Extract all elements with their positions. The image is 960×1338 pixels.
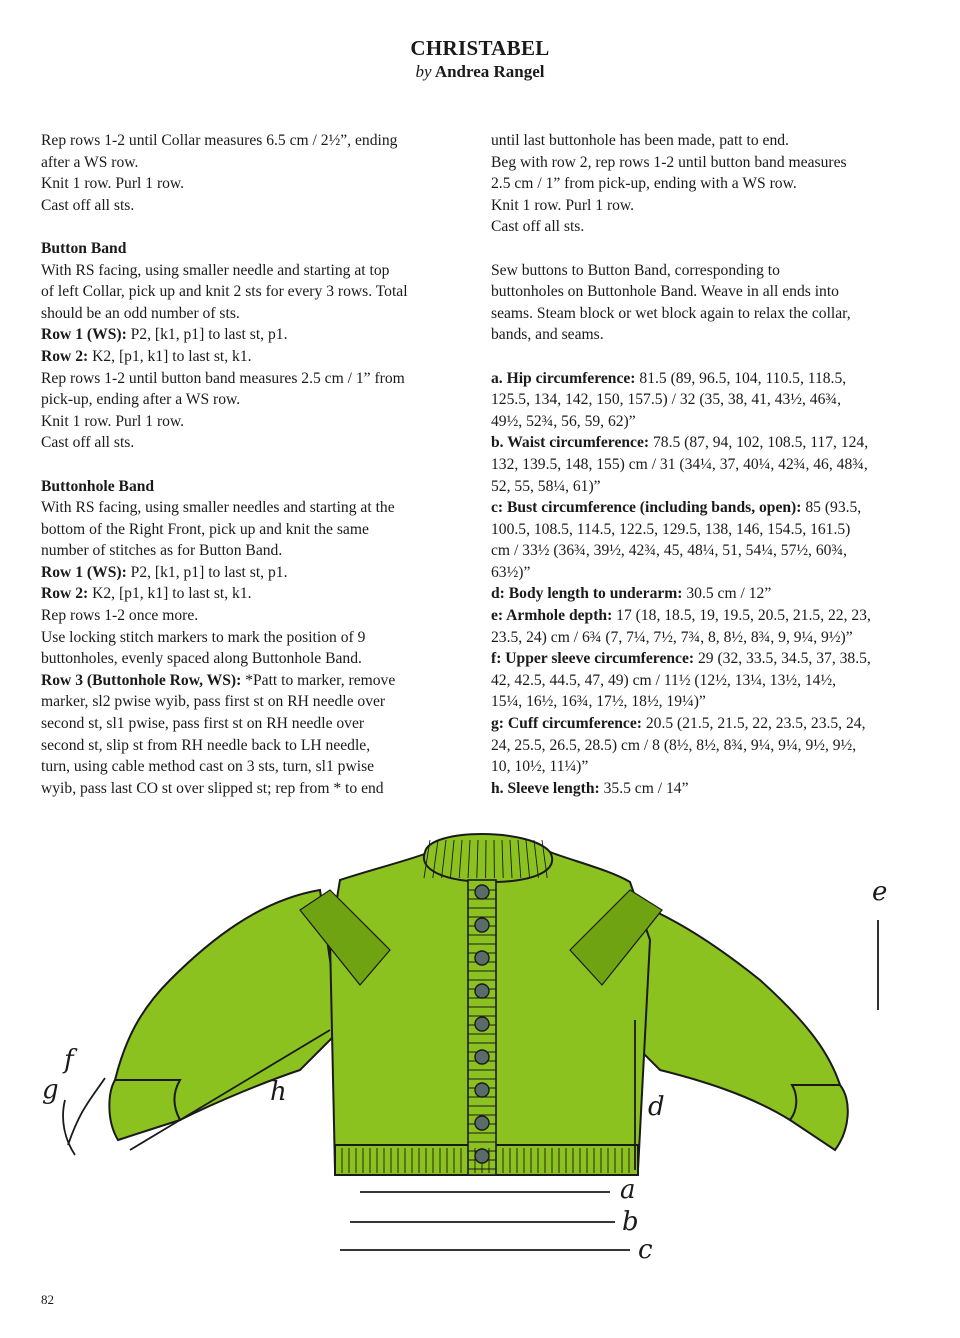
text-line: second st, slip st from RH needle back to LH needle, — [41, 736, 371, 754]
measurements-list — [491, 368, 921, 800]
text-line: number of stitches as for Button Band. — [41, 542, 283, 560]
button — [475, 1050, 489, 1064]
measurement-text: 132, 139.5, 148, 155) cm / 31 (34¼, 37, 40¼, 42¾, 46, 48¾, — [491, 455, 868, 473]
measurement-label: a. Hip circumference: — [491, 369, 636, 387]
text-line: bottom of the Right Front, pick up and knit the same — [41, 520, 369, 538]
text-line: Rep rows 1-2 once more. — [41, 607, 199, 625]
text-line: after a WS row. — [41, 153, 139, 171]
row-text: P2, [k1, p1] to last st, p1. — [126, 563, 288, 581]
measurement-line — [491, 605, 921, 627]
text-line: turn, using cable method cast on 3 sts, turn, sl1 pwise — [41, 758, 375, 776]
label-b: b — [622, 1207, 639, 1237]
measurement-line — [491, 627, 921, 649]
measurement-text: 30.5 cm / 12” — [682, 585, 772, 603]
label-f: f — [64, 1045, 74, 1075]
measurement-line — [491, 756, 921, 778]
buttons — [475, 885, 489, 1163]
measurement-line — [491, 713, 921, 735]
arrow-g — [63, 1100, 75, 1155]
measurement-text: 29 (32, 33.5, 34.5, 37, 38.5, — [694, 650, 871, 668]
text-line: Use locking stitch markers to mark the position of 9 — [41, 628, 366, 646]
measurement-text: 85 (93.5, — [801, 499, 862, 517]
measurement-text: 23.5, 24) cm / 6¾ (7, 7¼, 7½, 7¾, 8, 8½, 8¾, 9, 9¼, 9½)” — [491, 628, 853, 646]
button — [475, 1083, 489, 1097]
text-line: of left Collar, pick up and knit 2 sts for every 3 rows. Total — [41, 283, 408, 301]
measurement-text: 35.5 cm / 14” — [599, 779, 689, 797]
measurement-text: 63½)” — [491, 563, 531, 581]
section-heading-button-band: Button Band — [41, 239, 127, 257]
page-number: 82 — [41, 1292, 54, 1307]
measurement-text: 24, 25.5, 26.5, 28.5) cm / 8 (8½, 8½, 8¾, 9¼, 9¼, 9½, 9½, — [491, 736, 857, 754]
row-instruction — [41, 670, 461, 692]
measurement-text: 81.5 (89, 96.5, 104, 110.5, 118.5, — [635, 369, 847, 387]
text-line: Cast off all sts. — [41, 434, 135, 452]
row-text: *Patt to marker, remove — [241, 671, 396, 689]
measurement-line — [491, 540, 921, 562]
button — [475, 885, 489, 899]
author-name: Andrea Rangel — [434, 62, 545, 81]
measurement-text: 78.5 (87, 94, 102, 108.5, 117, 124, — [649, 434, 869, 452]
measurement-text: 49½, 52¾, 56, 59, 62)” — [491, 412, 636, 430]
row-label: Row 2: — [41, 585, 89, 603]
text-line: With RS facing, using smaller needle and starting at top — [41, 261, 390, 279]
measurement-text: 10, 10½, 11¼)” — [491, 758, 589, 776]
measurement-label: d: Body length to underarm: — [491, 585, 683, 603]
row-instruction — [41, 562, 461, 584]
label-g: g — [42, 1075, 59, 1105]
measurement-line — [491, 411, 921, 433]
button — [475, 951, 489, 965]
button — [475, 1149, 489, 1163]
measurement-label: f: Upper sleeve circumference: — [491, 650, 695, 668]
pattern-title: CHRISTABEL — [410, 36, 550, 60]
text-line: Cast off all sts. — [491, 218, 585, 236]
measurement-line — [491, 476, 921, 498]
left-cuff — [109, 1080, 180, 1140]
text-line: Cast off all sts. — [41, 196, 135, 214]
text-line: second st, sl1 pwise, pass first st on RH needle over — [41, 715, 365, 733]
text-line: buttonholes, evenly spaced along Buttonhole Band. — [41, 650, 362, 668]
left-column — [41, 130, 461, 799]
text-line: buttonholes on Buttonhole Band. Weave in all ends into — [491, 283, 839, 301]
text-line: bands, and seams. — [491, 326, 604, 344]
row-label: Row 1 (WS): — [41, 326, 127, 344]
row-text: K2, [p1, k1] to last st, k1. — [88, 347, 252, 365]
cardigan-illustration — [109, 834, 847, 1175]
measurement-line — [491, 648, 921, 670]
measurement-line — [491, 497, 921, 519]
label-h: h — [270, 1077, 287, 1107]
measurement-line — [491, 454, 921, 476]
measurement-line — [491, 778, 921, 800]
measurement-label: g: Cuff circumference: — [491, 715, 642, 733]
label-a: a — [620, 1175, 636, 1205]
measurement-label: c: Bust circumference (including bands, open): — [491, 499, 802, 517]
measurement-label: b. Waist circumference: — [491, 434, 650, 452]
measurement-text: 100.5, 108.5, 114.5, 122.5, 129.5, 138, 146, 154.5, 161.5) — [491, 520, 851, 538]
measurement-line — [491, 519, 921, 541]
label-c: c — [638, 1235, 653, 1265]
right-cuff — [790, 1085, 848, 1150]
measurement-label: e: Armhole depth: — [491, 607, 613, 625]
text-line: Beg with row 2, rep rows 1-2 until button band measures — [491, 153, 847, 171]
text-line: should be an odd number of sts. — [41, 304, 240, 322]
measurement-line — [491, 670, 921, 692]
row-instruction — [41, 346, 461, 368]
measurement-text: 125.5, 134, 142, 150, 157.5) / 32 (35, 38, 41, 43½, 46¾, — [491, 391, 841, 409]
text-line: Sew buttons to Button Band, corresponding to — [491, 261, 780, 279]
button — [475, 1017, 489, 1031]
button — [475, 984, 489, 998]
row-instruction — [41, 583, 461, 605]
measurement-text: 20.5 (21.5, 21.5, 22, 23.5, 23.5, 24, — [641, 715, 866, 733]
measurement-text: 52, 55, 58¼, 61)” — [491, 477, 601, 495]
measurement-line — [491, 562, 921, 584]
text-line: wyib, pass last CO st over slipped st; rep from * to end — [41, 779, 384, 797]
text-line: Rep rows 1-2 until Collar measures 6.5 cm / 2½”, ending — [41, 132, 398, 149]
section-heading-buttonhole-band: Buttonhole Band — [41, 477, 155, 495]
collar — [424, 834, 552, 882]
measurement-line — [491, 389, 921, 411]
text-line: Knit 1 row. Purl 1 row. — [41, 412, 185, 430]
text-line: pick-up, ending after a WS row. — [41, 391, 241, 409]
label-e: e — [872, 877, 888, 907]
measurement-text: 17 (18, 18.5, 19, 19.5, 20.5, 21.5, 22, 23, — [612, 607, 871, 625]
text-line: until last buttonhole has been made, patt to end. — [491, 132, 789, 149]
row-label: Row 1 (WS): — [41, 563, 127, 581]
row-label: Row 2: — [41, 347, 89, 365]
measurement-text: 42, 42.5, 44.5, 47, 49) cm / 11½ (12½, 13¼, 13½, 14½, — [491, 671, 837, 689]
measurement-line — [491, 691, 921, 713]
row-label: Row 3 (Buttonhole Row, WS): — [41, 671, 242, 689]
measurement-line — [491, 735, 921, 757]
row-text: K2, [p1, k1] to last st, k1. — [88, 585, 252, 603]
right-column — [491, 130, 921, 799]
button — [475, 1116, 489, 1130]
text-line: With RS facing, using smaller needles and starting at the — [41, 499, 395, 517]
measurement-line — [491, 583, 921, 605]
arrow-f — [68, 1078, 105, 1145]
row-instruction — [41, 324, 461, 346]
label-d: d — [648, 1092, 665, 1122]
byline — [0, 62, 960, 82]
measurement-label: h. Sleeve length: — [491, 779, 600, 797]
text-line: marker, sl2 pwise wyib, pass first st on RH needle over — [41, 693, 386, 711]
cardigan-schematic — [30, 830, 930, 1290]
measurement-line — [491, 432, 921, 454]
byline-by: by — [415, 62, 432, 81]
text-line: 2.5 cm / 1” from pick-up, ending with a WS row. — [491, 175, 797, 193]
button — [475, 918, 489, 932]
text-line: Knit 1 row. Purl 1 row. — [491, 196, 635, 214]
text-line: seams. Steam block or wet block again to relax the collar, — [491, 304, 851, 322]
measurement-text: 15¼, 16½, 16¾, 17½, 18½, 19¼)” — [491, 693, 706, 711]
text-line: Knit 1 row. Purl 1 row. — [41, 175, 185, 193]
measurement-text: cm / 33½ (36¾, 39½, 42¾, 45, 48¼, 51, 54¼, 57½, 60¾, — [491, 542, 848, 560]
text-line: Rep rows 1-2 until button band measures 2.5 cm / 1” from — [41, 369, 405, 387]
row-text: P2, [k1, p1] to last st, p1. — [126, 326, 288, 344]
measurement-line — [491, 368, 921, 390]
